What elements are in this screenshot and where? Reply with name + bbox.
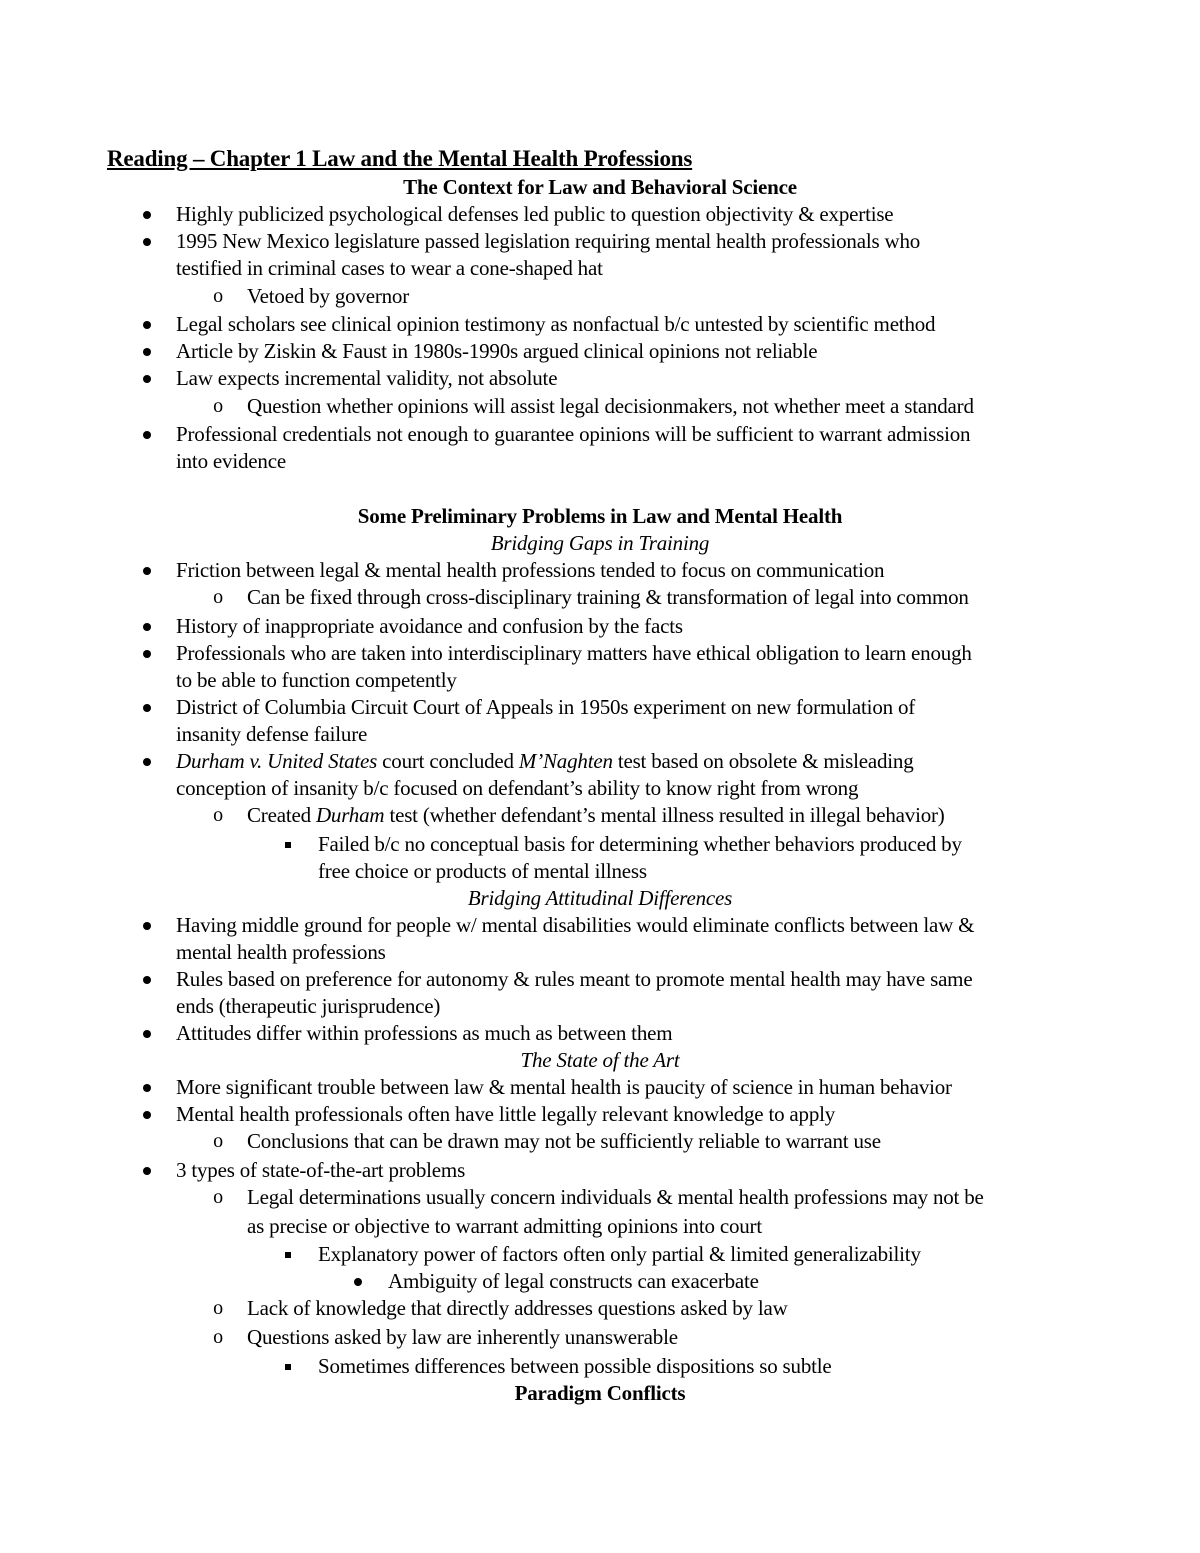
heading-paradigm: Paradigm Conflicts	[514, 1381, 686, 1405]
square-bullet-icon	[273, 1353, 303, 1380]
bullet-icon	[132, 228, 162, 255]
bullet-icon	[132, 1157, 162, 1184]
bullet-icon	[132, 311, 162, 338]
bullet-icon	[132, 1101, 162, 1128]
bullet-icon	[132, 1020, 162, 1047]
document-page: Reading – Chapter 1 Law and the Mental Health Professions The Context for Law and Behavioral Science Highly publicized psychological defenses led public to question objectivity & expertise 1995 New Mexico legislature passed legislation requiring mental health professionals who testified in criminal cases to wear a cone-shaped hat o Vetoed by governor Legal scholars see clinical opinion testimony as nonfactual b/c untested by scientific method Article by Ziskin & Faust in 1980s-1990s argued clinical opinions not reliable Law expects incremental validity, not absolute o Question whether opinions will assist legal decisionmakers, not whether meet a standard Professional credentials not enough to guarantee opinions will be sufficient to warrant admission into evidence Some Preliminary Problems in Law and Mental Health Bridging Gaps in Training Friction between legal & mental health professions tended to focus on communication o Can be fixed through cross-disciplinary training & transformation of legal into common History of inappropriate avoidance and confusion by the facts Professionals who are taken into interdisciplinary matters have ethical obligation to learn enough to be able to function competently District of Columbia Circuit Court of Appeals in 1950s experiment on new formulation of insanity defense failure Durham v. United States court concluded M’Naghten test based on obsolete & misleading conception of insanity b/c focused on defendant’s ability to know right from wrong o Created Durham test (whether defendant’s mental illness resulted in illegal behavior) Failed b/c no conceptual basis for determining whether behaviors produced by free choice or products of mental illness Bridging Attitudinal Differences Having middle ground for people w/ mental disabilities would eliminate conflicts between law & mental health professions Rules based on preference for autonomy & rules meant to promote mental health may have same ends (therapeutic jurisprudence) Attitudes differ within professions as much as between them The State of the Art More significant trouble between law & mental health is paucity of science in human behavior Mental health professionals often have little legally relevant knowledge to apply o Conclusions that can be drawn may not be sufficiently reliable to warrant use 3 types of state-of-the-art problems o Legal determinations usually concern individuals & mental health professions may not be as precise or objective to warrant admitting opinions into court Explanatory power of factors often only partial & limited generalizability Ambiguity of legal constructs can exacerbate o Lack of knowledge that directly addresses questions asked by law o Questions asked by law are inherently unanswerable Sometimes differences between possible dispositions so subtle Paradigm Conflicts	[0, 0, 1200, 1553]
circle-bullet-icon: o	[213, 586, 223, 608]
bullet-icon	[132, 748, 162, 775]
bullet-icon	[343, 1268, 373, 1295]
circle-bullet-icon: o	[213, 804, 223, 826]
bullet-icon	[132, 201, 162, 228]
subheading-attitudinal: Bridging Attitudinal Differences	[467, 886, 733, 910]
circle-bullet-icon: o	[213, 1297, 223, 1319]
bullet-icon	[132, 1074, 162, 1101]
bullet-icon	[132, 613, 162, 640]
subheading-state-of-art: The State of the Art	[520, 1048, 680, 1072]
heading-context: The Context for Law and Behavioral Science	[403, 175, 797, 199]
bullet-icon	[132, 365, 162, 392]
circle-bullet-icon: o	[213, 1186, 223, 1208]
bullet-icon	[132, 557, 162, 584]
page-title: Reading – Chapter 1 Law and the Mental Health Professions	[107, 146, 693, 171]
circle-bullet-icon: o	[213, 395, 223, 417]
square-bullet-icon	[273, 1241, 303, 1268]
circle-bullet-icon: o	[213, 1130, 223, 1152]
bullet-icon	[132, 966, 162, 993]
bullet-icon	[132, 694, 162, 721]
subheading-training: Bridging Gaps in Training	[490, 531, 710, 555]
circle-bullet-icon: o	[213, 285, 223, 307]
square-bullet-icon	[273, 831, 303, 858]
heading-preliminary: Some Preliminary Problems in Law and Mental Health	[357, 504, 843, 528]
bullet-icon	[132, 338, 162, 365]
circle-bullet-icon: o	[213, 1326, 223, 1348]
bullet-icon	[132, 912, 162, 939]
bullet-icon	[132, 421, 162, 448]
bullet-icon	[132, 640, 162, 667]
